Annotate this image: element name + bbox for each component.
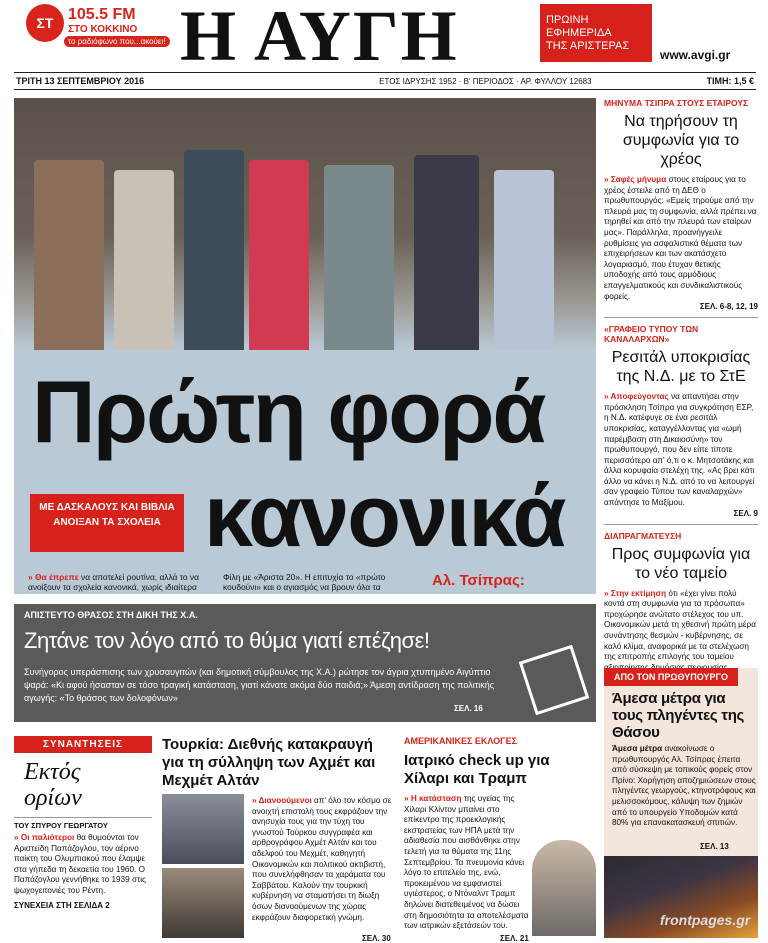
page-reference: ΣΕΛ. 9	[733, 508, 758, 518]
right-story[interactable]	[604, 531, 758, 683]
child-figure	[414, 155, 479, 350]
story-body	[612, 744, 756, 829]
issue-edition: ΕΤΟΣ ΙΔΡΥΣΗΣ 1952 · Β' ΠΕΡΙΟΔΟΣ · ΑΡ. ΦΥΛΛΟΥ 12683	[379, 76, 592, 86]
meetings-column[interactable]	[14, 736, 152, 910]
column-body-text: θα θυμούνται τον Αριστείδη Παπάζογλου, τον αέρινο παίκτη του Ολυμπιακού που έλαμψε στα γήπεδα τη δεκαετία του 1960. Ο Παπάζογλου γεννήθηκε το 1939 στις ψωχογειτονιές του Ρέντη.	[14, 833, 146, 895]
column-body	[14, 833, 152, 897]
radio-icon: ΣΤ	[26, 4, 64, 42]
hero-body	[28, 572, 408, 594]
hillary-photo	[532, 840, 596, 936]
page-reference: ΣΕΛ. 16	[454, 704, 483, 713]
trial-story[interactable]	[14, 604, 596, 722]
child-figure	[494, 170, 554, 350]
column-label: ΣΥΝΑΝΤΗΣΕΙΣ	[14, 736, 152, 753]
tagline-line: ΤΗΣ ΑΡΙΣΤΕΡΑΣ	[546, 40, 630, 52]
hero-badge: ΜΕ ΔΑΣΚΑΛΟΥΣ ΚΑΙ ΒΙΒΛΙΑ ΑΝΟΙΞΑΝ ΤΑ ΣΧΟΛΕΙΑ	[30, 494, 184, 552]
child-figure	[34, 160, 104, 350]
story-kicker: ΑΜΕΡΙΚΑΝΙΚΕΣ ΕΚΛΟΓΕΣ	[404, 736, 517, 746]
fire-photo	[604, 856, 758, 938]
info-bar	[14, 72, 756, 90]
story-kicker: ΑΠΟ ΤΟΝ ΠΡΩΘΥΠΟΥΡΓΟ	[604, 668, 738, 686]
divider	[604, 524, 758, 525]
story-lead: » Στην εκτίμηση	[604, 588, 667, 598]
story-lead: » Διανοούμενοι	[252, 796, 312, 805]
story-body	[604, 392, 758, 509]
us-elections-story[interactable]	[404, 736, 596, 943]
radio-slogan: το ραδιόφωνο που...ακούει!	[64, 36, 170, 47]
story-kicker: ΜΗΝΥΜΑ ΤΣΙΠΡΑ ΣΤΟΥΣ ΕΤΑΙΡΟΥΣ	[604, 98, 749, 108]
radio-name: ΣΤΟ ΚΟΚΚΙΝΟ	[68, 24, 138, 35]
child-figure	[249, 160, 309, 350]
newspaper-title: Η ΑΥΓΗ	[180, 0, 459, 76]
story-title: Ιατρικό check up για Χίλαρι και Τραμπ	[404, 752, 550, 787]
page-reference: ΣΕΛ. 21	[500, 934, 529, 943]
column-title: Εκτός ορίων	[24, 759, 82, 811]
story-body	[404, 794, 530, 932]
turkey-story[interactable]	[162, 736, 392, 943]
story-body-text: να απαντήσει στην πρόσκληση Τσίπρα για συγκρότηση ΕΣΡ, η Ν.Δ. κατέφυγε σε ένα ρεσιτάλ υποκρισίας, καταγγέλλοντας για «ωμή παρέμβαση στη Δικαιοσύνη» τον πρωθυπουργό, που δεν είπε τίποτε περισσότερο απ' ό,τι ο κ. Μητσοτάκης και άλλα κορυφαία στελέχη της. «Ας βρει κάτι άλλο να κάνει η Ν.Δ. από το να λειτουργεί σαν γραφείο Τύπου των καναλαρχών» απάντησε το Μαξίμου.	[604, 392, 755, 508]
crossed-symbol-icon	[519, 645, 590, 716]
child-figure	[324, 165, 394, 350]
story-body-text: στους εταίρους για το χρέος έστειλε από τη ΔΕΘ ο πρωθυπουργός: «Εμείς τηρούμε από την πλευρά μας τη συμφωνία, αλλά πρέπει να τηρηθεί και από την πλευρά των εταίρων μας». Παράλληλα, προανήγγειλε ρυθμίσεις για ασφαλιστικά θέματα των επιχειρήσεων και των ακατάσχετο λογαριασμό, που έτυχαν θετικής υποδοχής από τους αρμόδιους επαγγελματικούς και συνδικαλιστικούς φορείς.	[604, 175, 757, 301]
thasos-story[interactable]	[604, 668, 758, 938]
tagline-line: ΕΦΗΜΕΡΙΔΑ	[546, 27, 612, 39]
story-body-text: ότι «έχει γίνει πολύ κοντά στη συμφωνία για τα πρόσωπα» προχώρησε ανώτατο στέλεχος του υπ. Οικονομικών μετά τη χθεσινή πρώτη μέρα συνάντησης θεσμών - κυβέρνησης, σε καλό κλίμα, αναφορικά με τα στελέχωση της επιτροπής επιλογής του ταμείου	[604, 588, 756, 662]
story-body	[604, 175, 758, 302]
headline-line-2: κανονικά	[204, 466, 565, 565]
mehmet-altan-photo	[162, 868, 244, 938]
main-story[interactable]	[14, 98, 596, 594]
ahmet-altan-photo	[162, 794, 244, 864]
right-story[interactable]	[604, 324, 758, 518]
band-text: Συνήγορος υπεράσπισης των χρυσαυγιτών (και δημοτική σύμβουλος της Χ.Α.) ρώτησε τον άγρια χτυπημένο Αιγύπτιο ψαρά: «Κι αφού ήσασταν σε τόσο τραγική κατάσταση, γιατί κάνατε ακόμα δύο παιδιά;» Άμεση αντίδραση της πολιτικής αγωγής: «Το θράσος των δολοφόνων»	[24, 667, 495, 703]
column-lead: » Οι παλιότεροι	[14, 833, 75, 842]
story-kicker: ΔΙΑΠΡΑΓΜΑΤΕΥΣΗ	[604, 530, 682, 541]
column-author: ΤΟΥ ΣΠΥΡΟΥ ΓΕΩΡΓΑΤΟΥ	[14, 817, 152, 830]
divider	[604, 317, 758, 318]
children-photo	[14, 98, 596, 350]
story-title: Τουρκία: Διεθνής κατακραυγή για τη σύλληψη των Αχμέτ και Μεχμέτ Αλτάν	[162, 736, 376, 789]
story-kicker: «ΓΡΑΦΕΙΟ ΤΥΠΟΥ ΤΩΝ ΚΑΝΑΛΑΡΧΩΝ»	[604, 324, 699, 345]
story-body	[604, 589, 758, 674]
story-lead: » Αποφεύγοντας	[604, 392, 669, 402]
story-body-text: απ' όλο τον κόσμο σε ανοιχτή επιστολή τους εκφράζουν την ανησυχία τους για την τύχη του γνωστού Τούρκου συγγραφέα και αρθρογράφου Αχμέτ Αλτάν και του αδελφού του Μεχμέτ, καθηγητή Οικονομικών και πολιτικού ακτιβιστή, που συνελήφθησαν τα χαράματα του Σαββάτου. Καλούν την τουρκική κυβέρνηση να σταματήσει τη δίωξη όσων διανοούμενων της χώρας εκφράζουν διαφορετική γνώμη.	[252, 796, 392, 922]
story-body-text: της υγείας της Χίλαρι Κλίντον μπαίνει στο επίκεντρο της προεκλογικής εκστρατείας των ΗΠΑ μετά την αδιαθεσία που αισθάνθηκε στην τελετή για τα θύματα της 11ης Σεπτεμβρίου. Τα πνευμονία κάνει λόγο το επιτελείο της, ενώ, προκειμένου να εμφανιστεί υγιέστερος, ο Ντόναλντ Τραμπ δηλώνει διατεθειμένος να δώσει στη δημοσιότητα τα αποτελέσματα των ιατρικών εξετάσεών του.	[404, 794, 529, 931]
story-title: Να τηρήσουν τη συμφωνία για το χρέος	[622, 113, 740, 168]
hero-body-text: να αποτελεί ρουτίνα, αλλά το να ανοίξουν τα σχολεία κανονικά, χωρίς ιδιαίτερα Φίλη με «Άριστα 20». Η επιτυχία το «πρώτο κουδούνι» και ο αγιασμός να βρουν όλα τα	[28, 572, 386, 593]
band-kicker: ΑΠΙΣΤΕΥΤΟ ΘΡΑΣΟΣ ΣΤΗ ΔΙΚΗ ΤΗΣ Χ.Α.	[24, 610, 198, 620]
tagline-box	[540, 4, 652, 62]
story-lead: Άμεσα μέτρα	[612, 744, 663, 753]
watermark: frontpages.gr	[660, 912, 751, 928]
radio-logo[interactable]	[26, 4, 166, 48]
hero-lead: » Θα έπρεπε	[28, 572, 79, 582]
issue-date: ΤΡΙΤΗ 13 ΣΕΠΤΕΜΒΡΙΟΥ 2016	[16, 76, 145, 86]
child-figure	[184, 150, 244, 350]
tagline-line: ΠΡΩΙΝΗ	[546, 14, 589, 26]
story-body-text: ανακοίνωσε ο πρωθυπουργός Αλ. Τσίπρας έπειτα από σύσκεψη με τοπικούς φορείς στον Πρίνο: Χορήγηση αποζημιώσεων στους πληγέντες γεωργούς, κτηνοτρόφους και μελισσοκόμους, κάλυψη των ζημιών από το υπουργείο Υποδομών κατά 80% για επανακατασκευή σπιτιών.	[612, 744, 756, 828]
right-story[interactable]	[604, 98, 758, 311]
page-reference: ΣΕΛ. 13	[700, 842, 729, 851]
story-title: Άμεσα μέτρα για τους πληγέντες της Θάσου	[612, 690, 745, 741]
story-lead: » Η κατάσταση	[404, 794, 462, 803]
radio-frequency: 105.5 FM	[68, 6, 136, 23]
story-title: Ρεσιτάλ υποκρισίας της Ν.Δ. με το ΣτΕ	[611, 349, 751, 386]
story-title: Προς συμφωνία για το νέο ταμείο	[611, 545, 751, 582]
quote-title: Αλ. Τσίπρας:	[432, 572, 525, 589]
right-column	[604, 98, 758, 682]
page-reference: ΣΕΛ. 6-8, 12, 19	[699, 302, 758, 312]
headline-line-1: Πρώτη φορά	[32, 362, 545, 461]
continued-link[interactable]: ΣΥΝΕΧΕΙΑ ΣΤΗ ΣΕΛΙΔΑ 2	[14, 900, 110, 910]
issue-price: ΤΙΜΗ: 1,5 €	[706, 76, 754, 86]
child-figure	[114, 170, 174, 350]
page-reference: ΣΕΛ. 30	[362, 934, 391, 943]
website-url[interactable]: www.avgi.gr	[660, 48, 731, 62]
story-body	[252, 796, 392, 923]
band-title: Ζητάνε τον λόγο από το θύμα γιατί επέζησε!	[24, 628, 430, 653]
quote-text	[432, 592, 596, 594]
story-lead: » Σαφές μήνυμα	[604, 175, 667, 184]
